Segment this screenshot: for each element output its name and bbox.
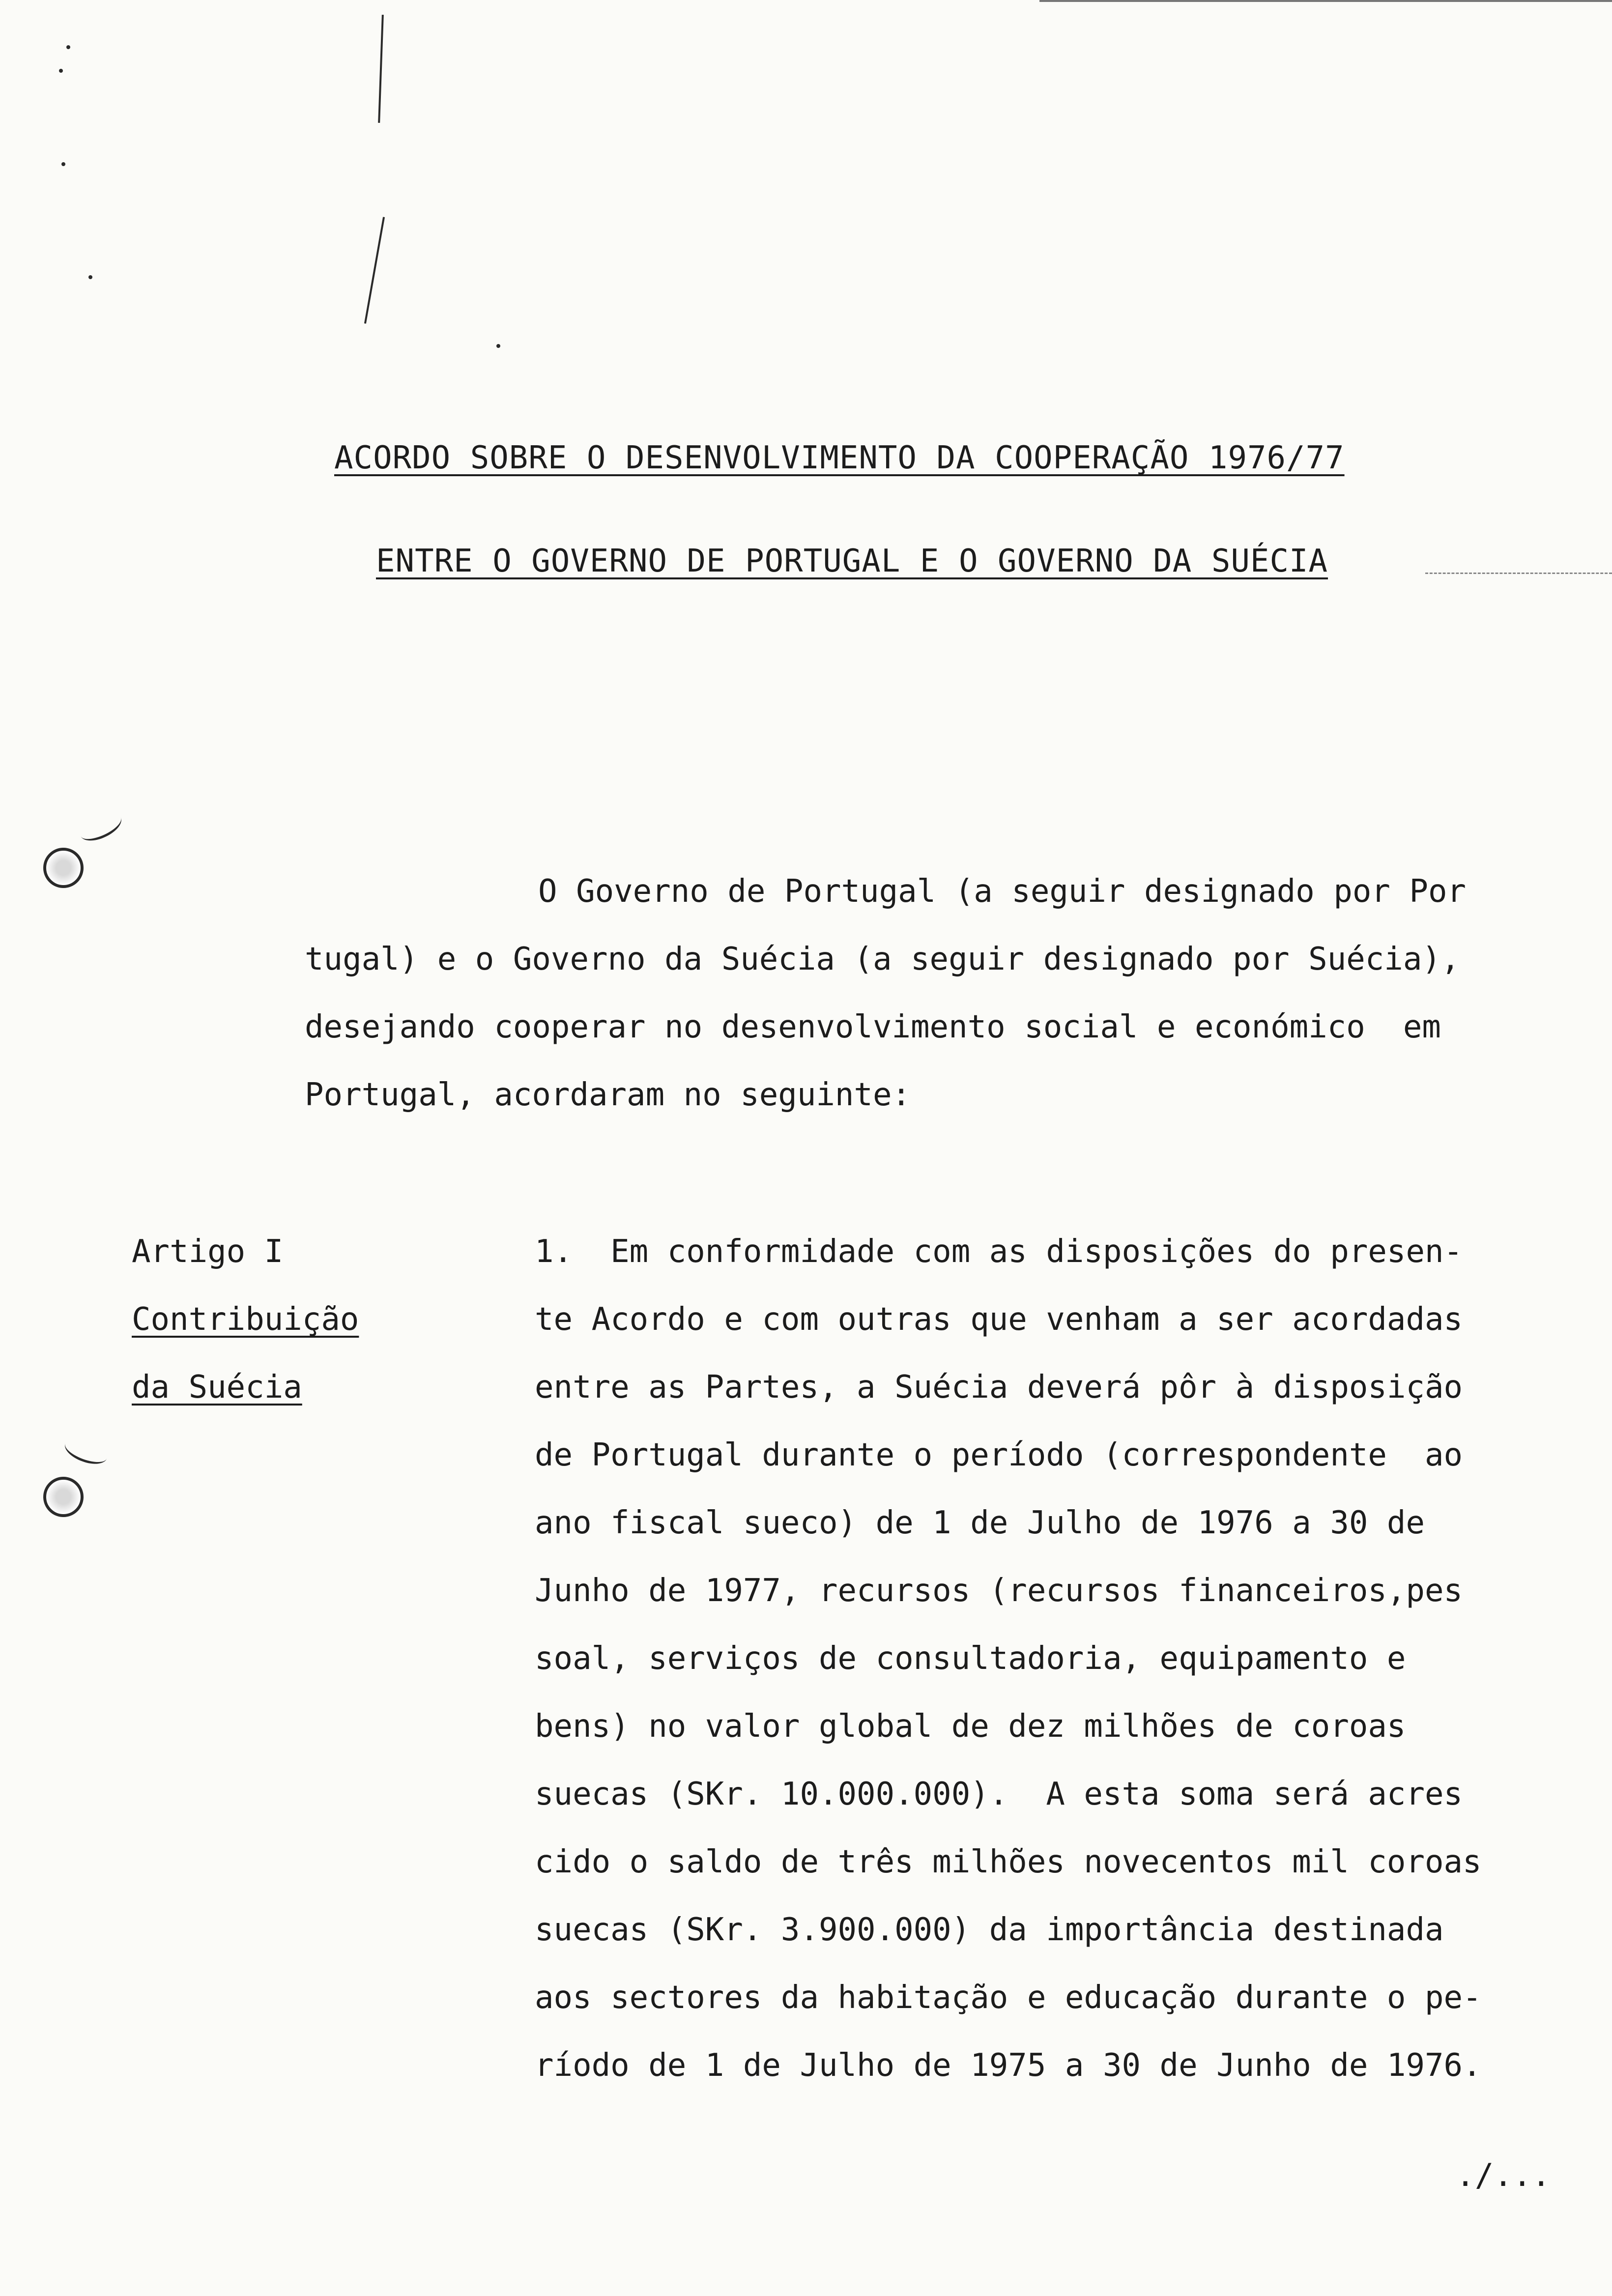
article-line: soal, serviços de consultadoria, equipamento e — [535, 1640, 1406, 1677]
document-title-line-2: ENTRE O GOVERNO DE PORTUGAL E O GOVERNO DA SUÉCIA — [376, 543, 1328, 579]
intro-line: tugal) e o Governo da Suécia (a seguir designado por Suécia), — [305, 941, 1460, 977]
document-title-line-1: ACORDO SOBRE O DESENVOLVIMENTO DA COOPERAÇÃO 1976/77 — [334, 440, 1345, 476]
article-body — [535, 1218, 1567, 2099]
punch-hole — [43, 1477, 84, 1517]
scan-speck — [496, 344, 500, 348]
article-heading-line-2: da Suécia — [132, 1369, 302, 1406]
article-margin-label — [132, 1218, 359, 1421]
scan-speck — [59, 69, 63, 73]
pen-mark — [378, 15, 384, 123]
punch-hole — [43, 848, 84, 888]
article-line: suecas (SKr. 3.900.000) da importância destinada — [535, 1912, 1444, 1948]
article-line: bens) no valor global de dez milhões de coroas — [535, 1708, 1406, 1745]
article-heading-line-1: Contribuição — [132, 1301, 359, 1338]
intro-line: desejando cooperar no desenvolvimento social e económico em — [305, 1009, 1441, 1045]
article-number: Artigo I — [132, 1234, 284, 1270]
article-line: suecas (SKr. 10.000.000). A esta soma será acres — [535, 1776, 1463, 1812]
scan-speck — [88, 275, 92, 279]
article-line: ano fiscal sueco) de 1 de Julho de 1976 a 30 de — [535, 1505, 1425, 1541]
margin-arc-mark — [61, 1433, 111, 1469]
intro-line: O Governo de Portugal (a seguir designado por Por — [538, 873, 1467, 910]
article-line: aos sectores da habitação e educação durante o pe- — [535, 1980, 1482, 2016]
pen-mark — [364, 217, 385, 323]
scan-speck — [66, 45, 70, 49]
intro-paragraph — [305, 858, 1553, 1129]
intro-line: Portugal, acordaram no seguinte: — [305, 1077, 911, 1113]
dashed-line-artifact — [1425, 573, 1612, 574]
scan-edge-line — [1039, 0, 1612, 2]
article-line: de Portugal durante o período (correspondente ao — [535, 1437, 1463, 1473]
article-line: Junho de 1977, recursos (recursos financeiros,pes — [535, 1573, 1463, 1609]
continuation-mark: ./... — [1456, 2157, 1551, 2194]
article-line: entre as Partes, a Suécia deverá pôr à disposição — [535, 1369, 1463, 1406]
article-line: te Acordo e com outras que venham a ser acordadas — [535, 1301, 1463, 1338]
article-line: cido o saldo de três milhões novecentos mil coroas — [535, 1844, 1482, 1880]
scan-speck — [61, 162, 65, 166]
article-line: 1. Em conformidade com as disposições do presen- — [535, 1234, 1463, 1270]
margin-arc-mark — [76, 807, 126, 846]
article-line: ríodo de 1 de Julho de 1975 a 30 de Junho de 1976. — [535, 2047, 1482, 2084]
